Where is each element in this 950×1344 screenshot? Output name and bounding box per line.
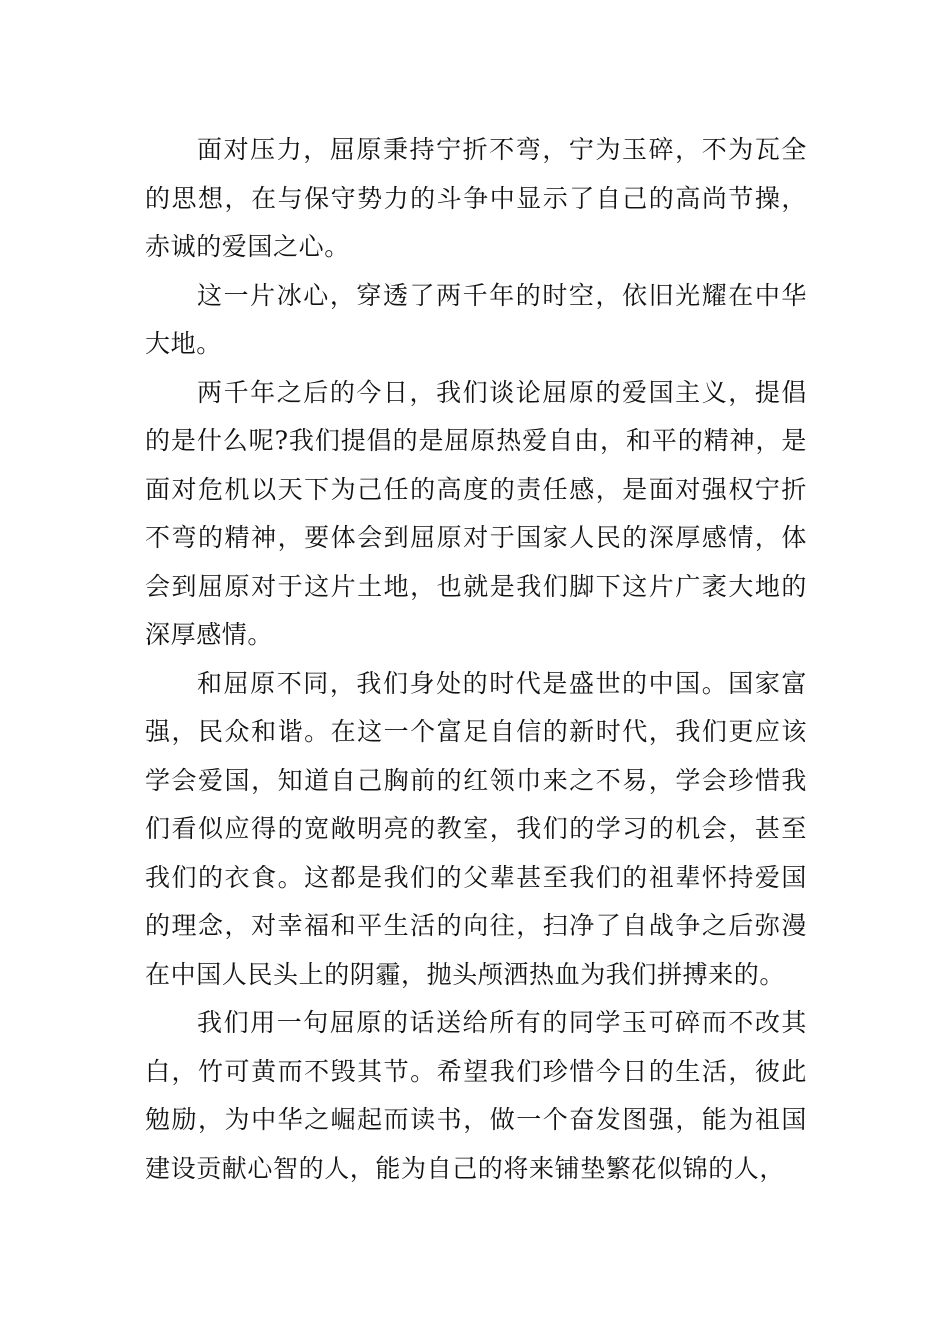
paragraph-5: 我们用一句屈原的话送给所有的同学玉可碎而不改其白，竹可黄而不毁其节。希望我们珍惜今日的生活，彼此勉励，为中华之崛起而读书，做一个奋发图强，能为祖国建设贡献心智的人，能为自己的将来铺垫繁花似锦的人， — [145, 1008, 807, 1183]
paragraph-1: 面对压力，屈原秉持宁折不弯，宁为玉碎，不为瓦全的思想，在与保守势力的斗争中显示了自己的高尚节操，赤诚的爱国之心。 — [145, 135, 807, 261]
paragraph-2: 这一片冰心，穿透了两千年的时空，依旧光耀在中华大地。 — [145, 280, 807, 358]
paragraph-4: 和屈原不同，我们身处的时代是盛世的中国。国家富强，民众和谐。在这一个富足自信的新时代，我们更应该学会爱国，知道自己胸前的红领巾来之不易，学会珍惜我们看似应得的宽敞明亮的教室，我们的学习的机会，甚至我们的衣食。这都是我们的父辈甚至我们的祖辈怀持爱国的理念，对幸福和平生活的向往，扫净了自战争之后弥漫在中国人民头上的阴霾，抛头颅洒热血为我们拼搏来的。 — [145, 668, 807, 989]
paragraph-3: 两千年之后的今日，我们谈论屈原的爱国主义，提倡的是什么呢?我们提倡的是屈原热爱自由，和平的精神，是面对危机以天下为己任的高度的责任感，是面对强权宁折不弯的精神，要体会到屈原对于国家人民的深厚感情，体会到屈原对于这片土地，也就是我们脚下这片广袤大地的深厚感情。 — [145, 377, 807, 649]
document-body — [145, 126, 807, 1193]
